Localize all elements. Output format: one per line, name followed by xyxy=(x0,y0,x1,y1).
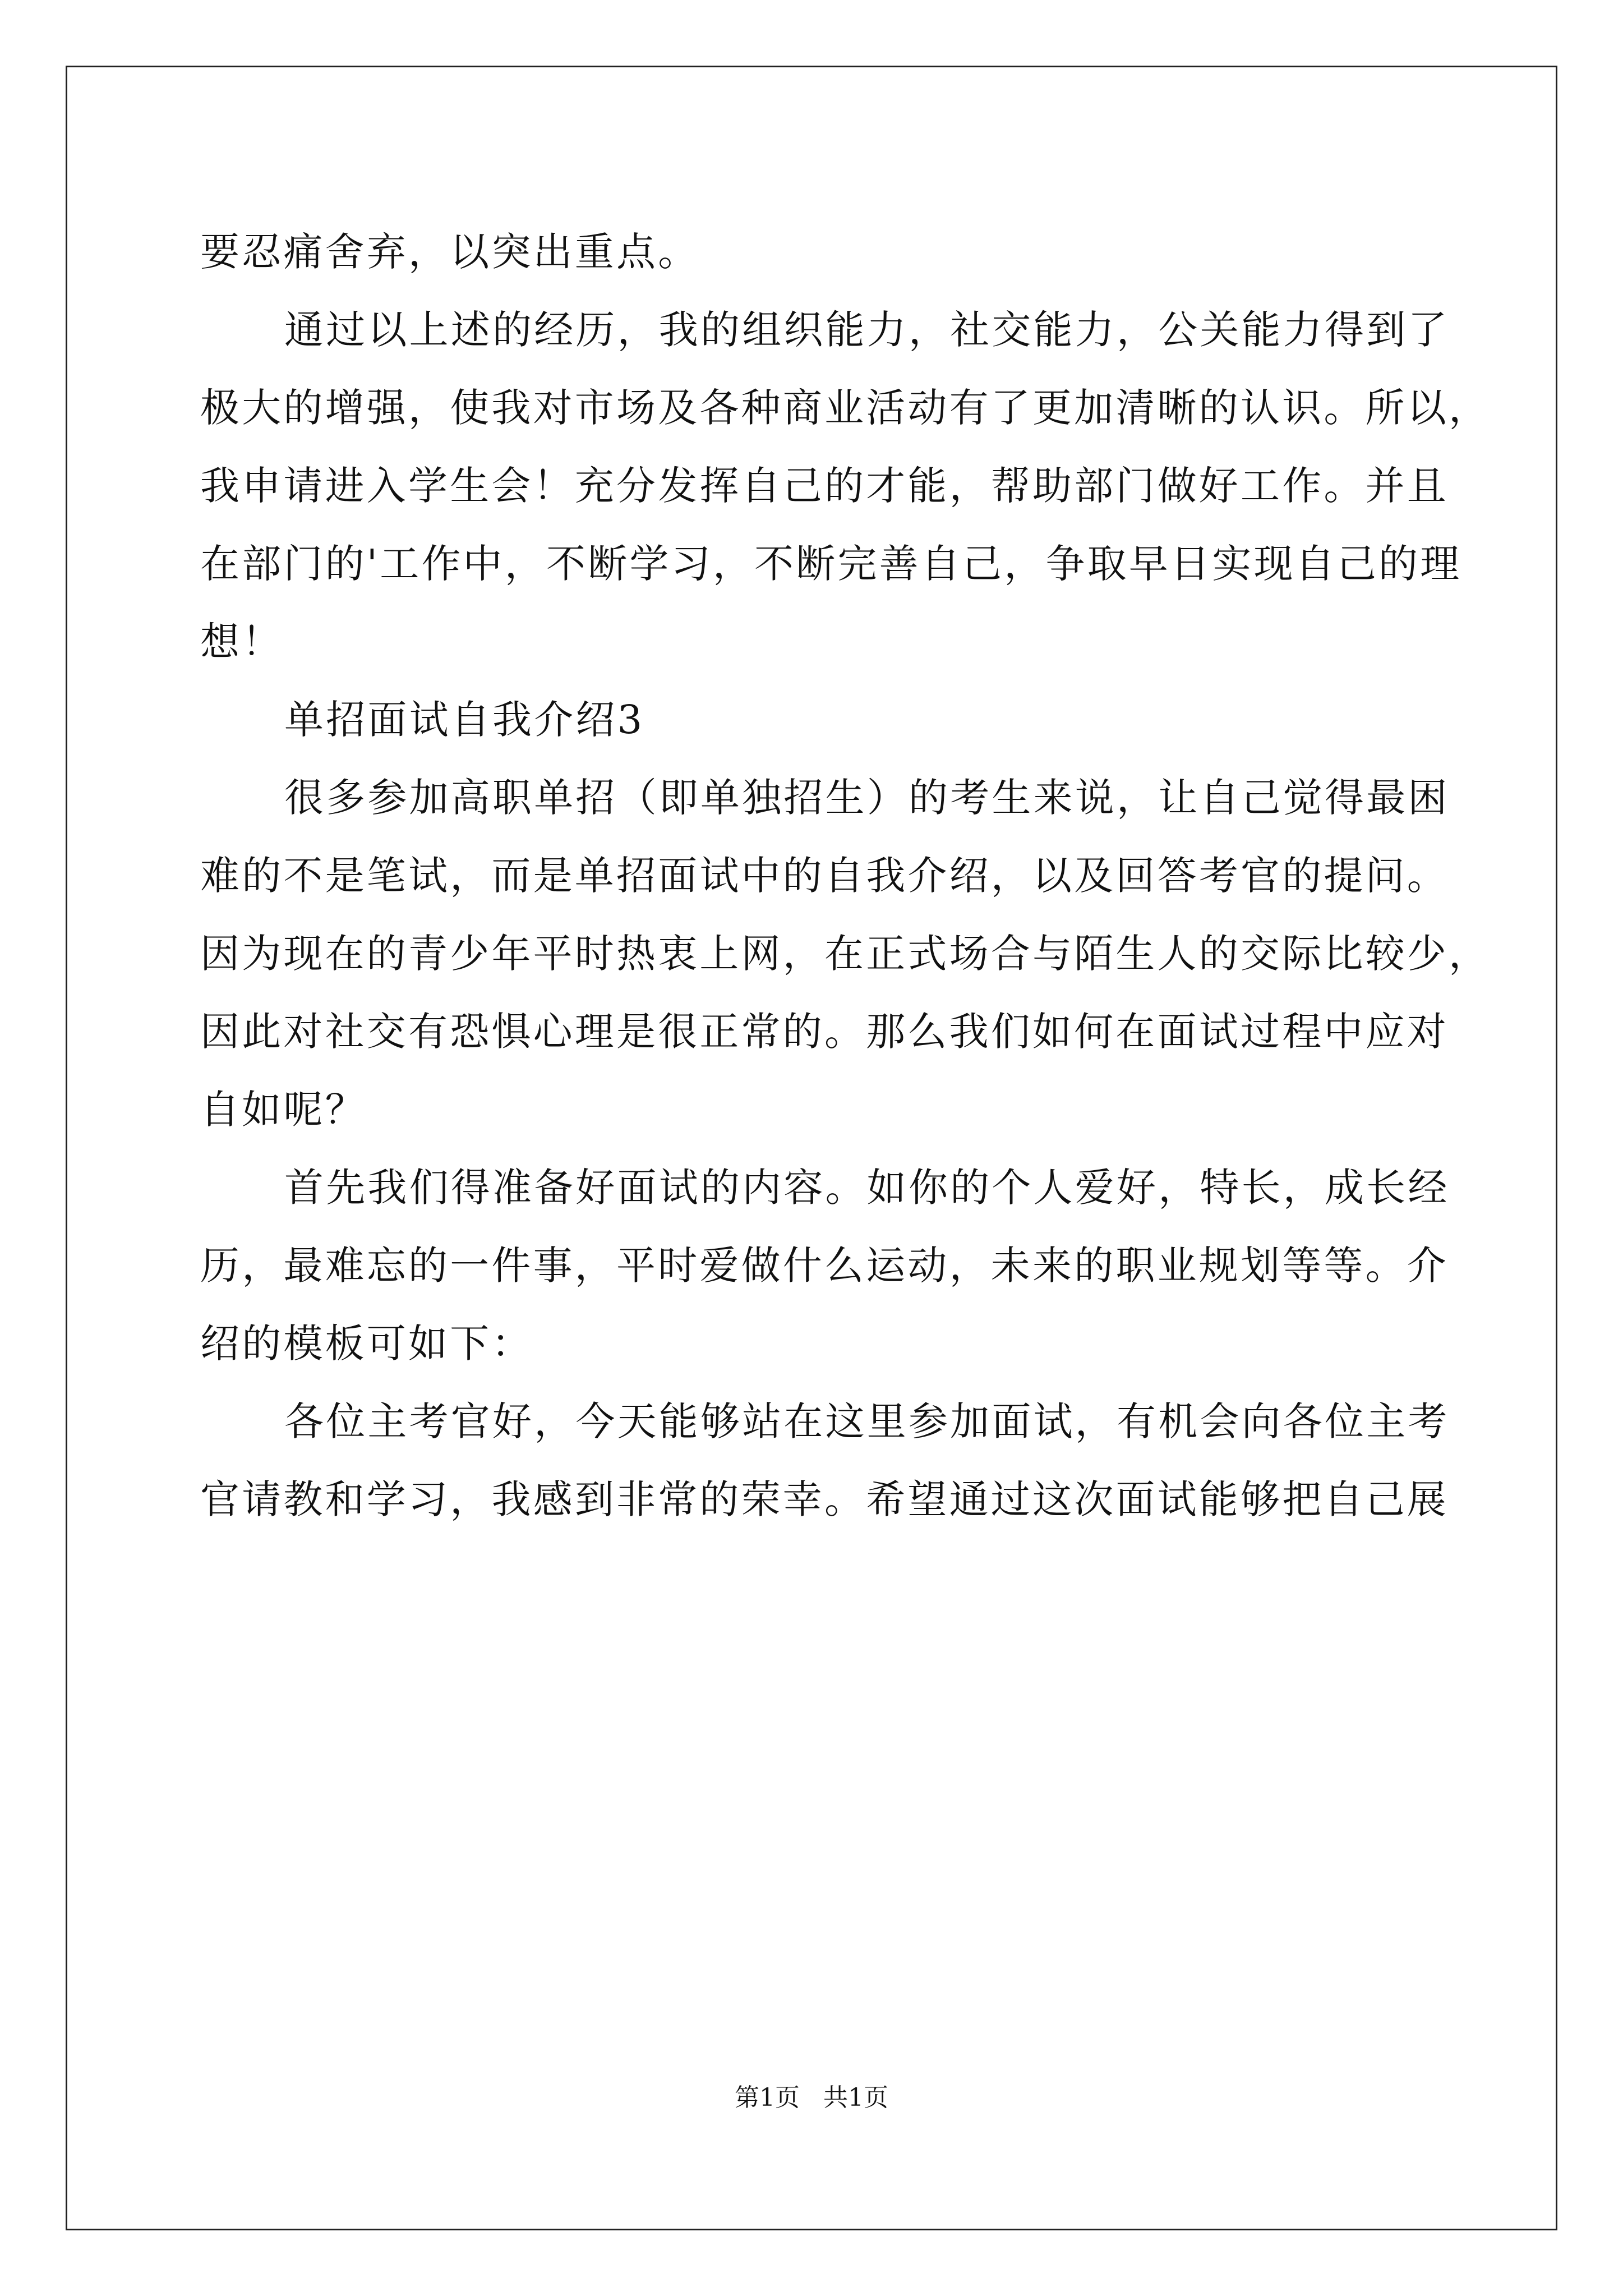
paragraph xyxy=(200,1383,1450,1539)
text-line: 单招面试自我介绍3 xyxy=(284,697,645,743)
text-line: 首先我们得准备好面试的内容。如你的个人爱好，特长，成长经 xyxy=(284,1165,1450,1211)
text-line: 通过以上述的经历，我的组织能力，社交能力，公关能力得到了 xyxy=(284,307,1450,353)
text-line: 因为现在的青少年平时热衷上网，在正式场合与陌生人的交际比较少， xyxy=(200,931,1491,977)
page-footer: 第1页 共1页 xyxy=(735,2083,888,2112)
paragraph xyxy=(200,1149,1450,1383)
paragraph xyxy=(200,213,1417,291)
text-line: 要忍痛舍弃，以突出重点。 xyxy=(200,229,700,275)
paragraph xyxy=(200,759,1491,1149)
text-line: 因此对社交有恐惧心理是很正常的。那么我们如何在面试过程中应对 xyxy=(200,1009,1449,1055)
text-line: 难的不是笔试，而是单招面试中的自我介绍，以及回答考官的提问。 xyxy=(200,853,1449,899)
section-heading xyxy=(200,681,1417,759)
text-line: 绍的模板可如下： xyxy=(200,1320,533,1366)
document-body xyxy=(200,213,1491,1539)
text-line: 想！ xyxy=(200,619,284,665)
text-line: 各位主考官好，今天能够站在这里参加面试，有机会向各位主考 xyxy=(284,1398,1450,1444)
text-line: 历，最难忘的一件事，平时爱做什么运动，未来的职业规划等等。介 xyxy=(200,1243,1449,1289)
text-line: 很多参加高职单招（即单独招生）的考生来说，让自己觉得最困 xyxy=(284,775,1450,821)
text-line: 极大的增强，使我对市场及各种商业活动有了更加清晰的认识。所以， xyxy=(200,385,1491,431)
text-line: 我申请进入学生会！充分发挥自己的才能，帮助部门做好工作。并且 xyxy=(200,463,1449,509)
text-line: 在部门的'工作中，不断学习，不断完善自己，争取早日实现自己的理 xyxy=(200,541,1462,587)
paragraph xyxy=(200,291,1491,681)
text-line: 自如呢？ xyxy=(200,1087,367,1133)
text-line: 官请教和学习，我感到非常的荣幸。希望通过这次面试能够把自己展 xyxy=(200,1476,1449,1522)
